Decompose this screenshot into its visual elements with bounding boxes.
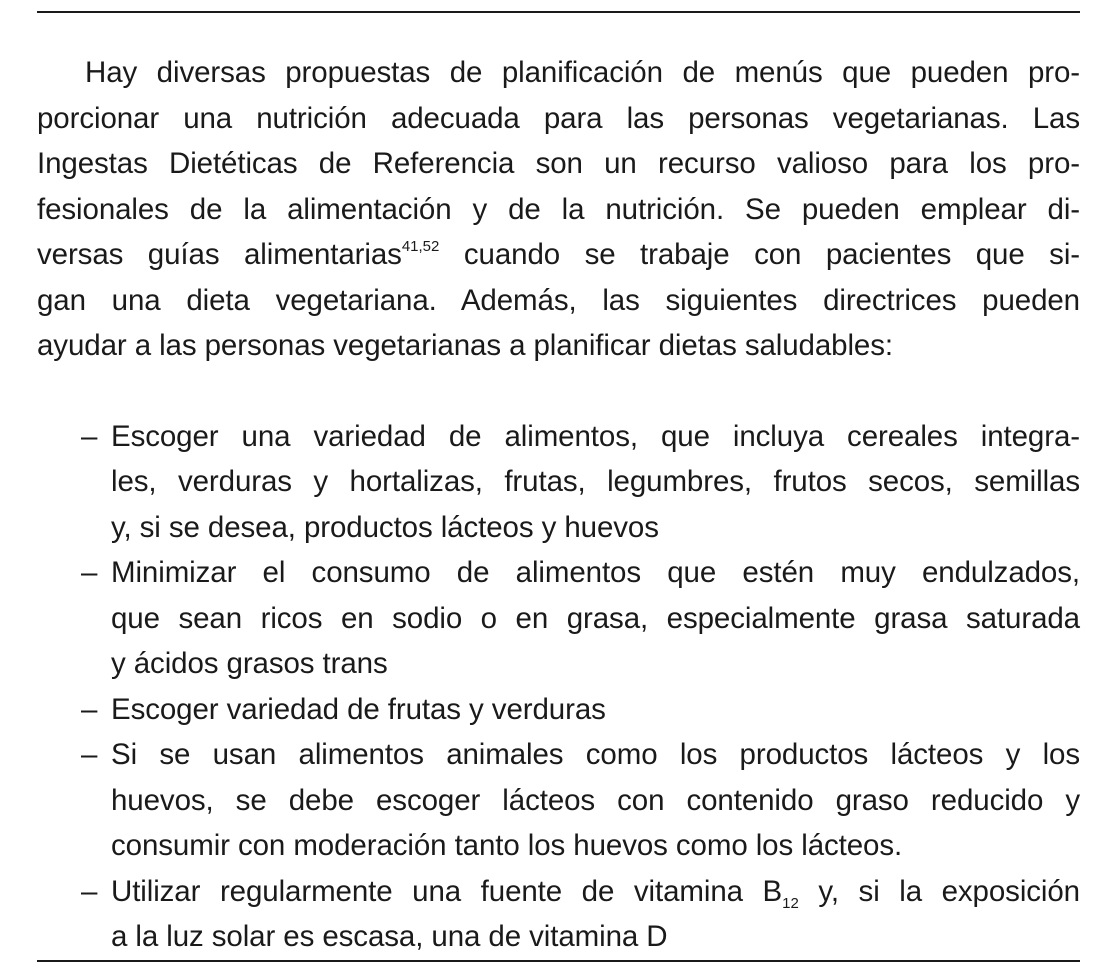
paragraph-line-with-citation — [37, 232, 1080, 278]
paragraph-line: ayudar a las personas vegetarianas a planificar dietas saludables: — [37, 329, 893, 362]
paragraph-line: Ingestas Dietéticas de Referencia son un recurso valioso para los pro- — [37, 147, 1080, 180]
list-dash: – — [81, 874, 98, 908]
list-item-line: les, verduras y hortalizas, frutas, legumbres, frutos secos, semillas — [111, 465, 1080, 498]
list-item — [37, 687, 1080, 733]
list-item-line: Escoger variedad de frutas y verduras — [111, 692, 606, 726]
citation-superscript: 41,52 — [401, 238, 440, 255]
list-dash: – — [81, 692, 98, 726]
paragraph-line-prefix: versas guías alimentarias — [37, 238, 402, 271]
list-item — [37, 732, 1080, 869]
document-body — [37, 50, 1080, 960]
list-item — [37, 550, 1080, 687]
intro-paragraph — [37, 50, 1080, 369]
list-item-line: y ácidos grasos trans — [111, 647, 388, 680]
paragraph-line: porcionar una nutrición adecuada para las personas vegetarianas. Las — [37, 101, 1080, 135]
list-item-line: Minimizar el consumo de alimentos que estén muy endulzados, — [111, 556, 1080, 589]
top-rule — [37, 11, 1080, 13]
list-dash: – — [81, 556, 98, 589]
guidelines-list — [37, 414, 1080, 960]
list-item-line: Si se usan alimentos animales como los productos lácteos y los — [111, 738, 1080, 771]
paragraph-line: fesionales de la alimentación y de la nutrición. Se pueden emplear di- — [37, 192, 1080, 226]
list-item-line-suffix: y, si la exposición — [798, 874, 1080, 908]
list-item-line: y, si se desea, productos lácteos y huevos — [111, 510, 659, 544]
paragraph-line-suffix: cuando se trabaje con pacientes que si- — [463, 238, 1080, 271]
bottom-rule — [37, 960, 1080, 962]
list-dash: – — [81, 419, 98, 453]
list-item-line: que sean ricos en sodio o en grasa, especialmente grasa saturada — [111, 601, 1080, 635]
list-item-line: huevos, se debe escoger lácteos con contenido graso reducido y — [111, 783, 1080, 817]
list-item-line-prefix: Utilizar regularmente una fuente de vitamina B — [111, 874, 783, 908]
paragraph-line: gan una dieta vegetariana. Además, las siguientes directrices pueden — [37, 283, 1080, 317]
list-item-line-with-subscript — [111, 869, 1080, 915]
list-item-line: a la luz solar es escasa, una de vitamina D — [111, 920, 668, 953]
paragraph-line: Hay diversas propuestas de planificación de menús que pueden pro- — [85, 56, 1080, 89]
list-item-line: consumir con moderación tanto los huevos como los lácteos. — [111, 829, 903, 862]
list-dash: – — [81, 738, 98, 771]
list-item-line: Escoger una variedad de alimentos, que incluya cereales integra- — [111, 419, 1080, 453]
list-item — [37, 869, 1080, 960]
list-item — [37, 414, 1080, 551]
vitamin-subscript: 12 — [782, 894, 799, 912]
